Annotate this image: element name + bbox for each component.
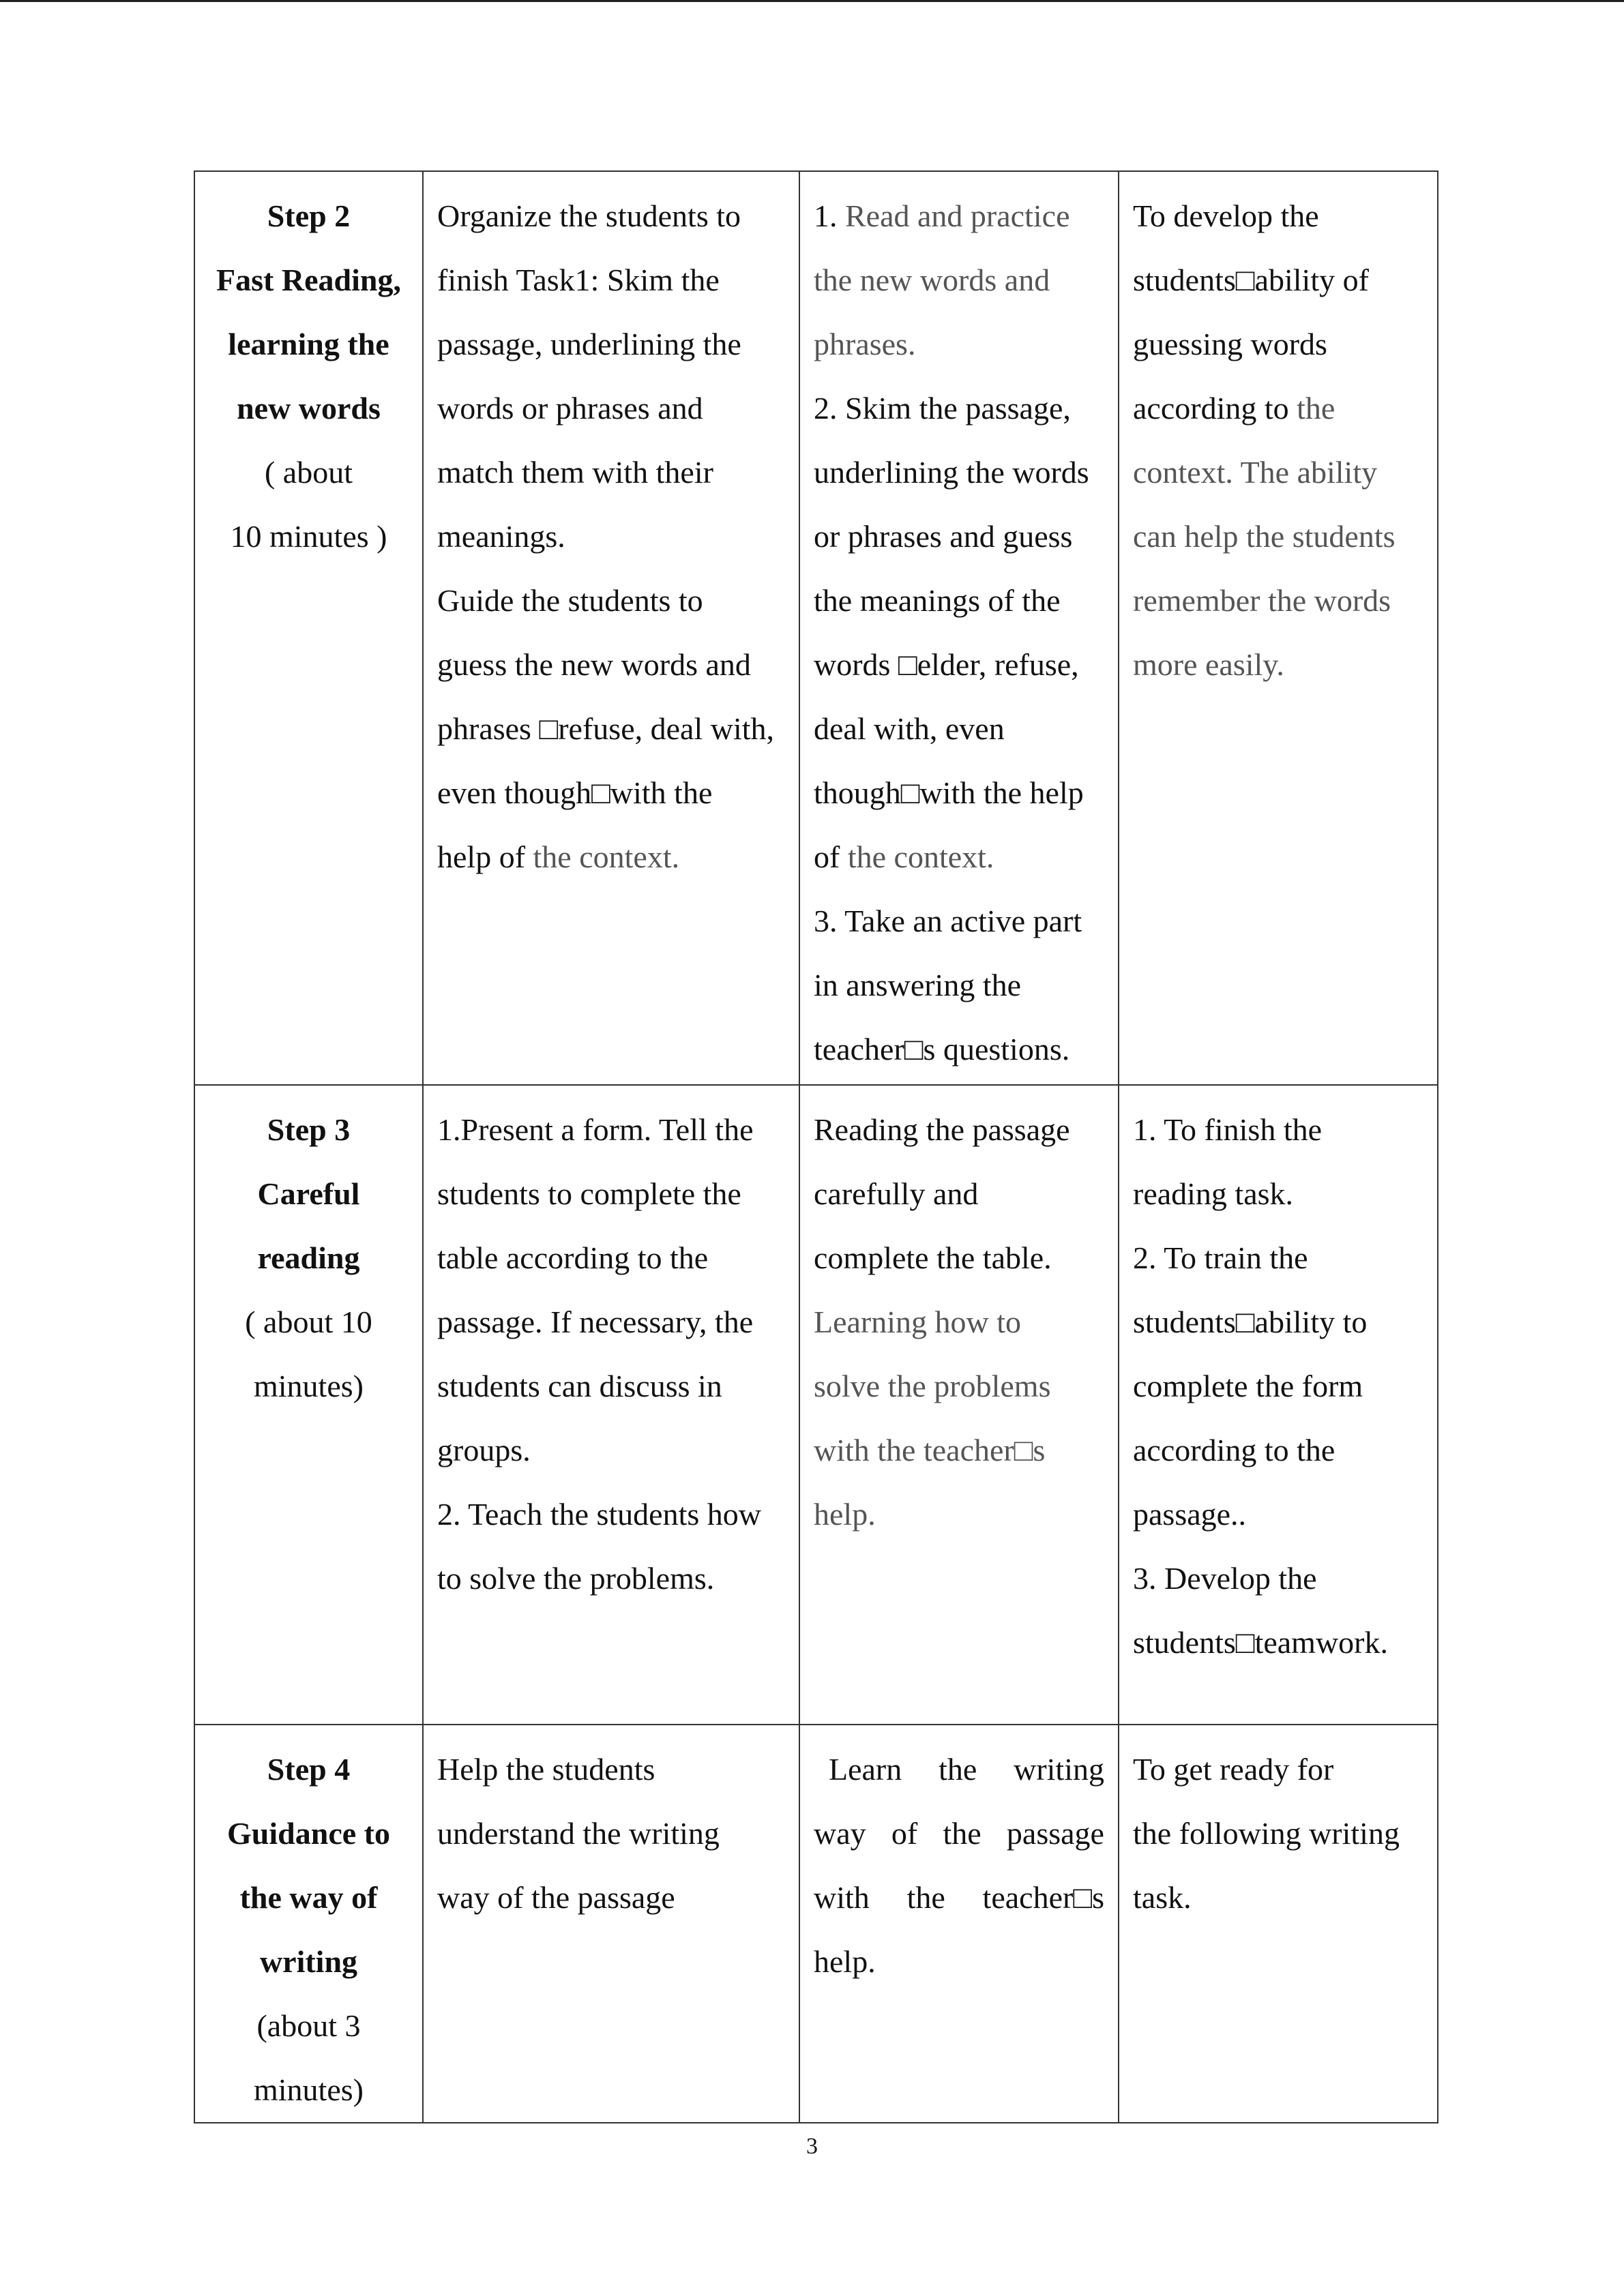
text-line xyxy=(814,1017,1104,1082)
text-line xyxy=(814,505,1104,569)
text-segment: complete the table. xyxy=(814,1240,1052,1275)
step-title-line: Guidance to xyxy=(227,1816,390,1851)
text-segment: passage.. xyxy=(1133,1497,1247,1532)
text-line xyxy=(1133,441,1423,505)
text-segment: words or phrases and xyxy=(437,391,703,426)
text-line xyxy=(437,1098,785,1162)
text-line xyxy=(814,1482,1104,1547)
text-segment: complete the form xyxy=(1133,1369,1363,1403)
step-duration-line: ( about 10 xyxy=(245,1304,372,1339)
text-line xyxy=(437,825,785,889)
student-activity-cell xyxy=(799,171,1119,1085)
table-row xyxy=(194,1725,1438,2123)
text-segment: the following writing xyxy=(1133,1816,1400,1851)
text-line xyxy=(1133,184,1423,248)
text-segment: according to the xyxy=(1133,1433,1335,1467)
text-segment: students can discuss in xyxy=(437,1369,722,1403)
text-line xyxy=(1133,1418,1423,1482)
text-line xyxy=(437,633,785,697)
word: the xyxy=(939,1752,977,1787)
step-title-line: Fast Reading, xyxy=(216,263,401,297)
text-line xyxy=(437,1482,785,1547)
text-segment: though□with the help xyxy=(814,775,1084,810)
step-duration-line: minutes) xyxy=(254,2072,364,2107)
text-line xyxy=(1133,1611,1423,1675)
text-line xyxy=(437,1866,785,1930)
text-line xyxy=(1133,1354,1423,1418)
step-title-line: reading xyxy=(257,1240,360,1275)
text-line xyxy=(814,1866,1104,1930)
text-segment: way of the passage xyxy=(437,1880,675,1915)
word: the xyxy=(943,1816,981,1851)
text-line xyxy=(1133,633,1423,697)
text-line xyxy=(1133,1162,1423,1226)
top-rule xyxy=(0,0,1624,2)
text-segment: 1.Present a form. Tell the xyxy=(437,1112,754,1147)
text-segment-gray: help. xyxy=(814,1497,876,1532)
text-segment: students to complete the xyxy=(437,1176,741,1211)
step-duration-line: 10 minutes ) xyxy=(230,519,387,554)
step-title-line: Step 4 xyxy=(267,1752,351,1787)
text-segment: understand the writing xyxy=(437,1816,720,1851)
text-line xyxy=(814,1098,1104,1162)
text-segment: Reading the passage xyxy=(814,1112,1070,1147)
text-line xyxy=(814,1226,1104,1290)
text-segment: according to xyxy=(1133,391,1297,426)
text-segment: To develop the xyxy=(1133,198,1319,233)
text-segment: to solve the problems. xyxy=(437,1561,715,1596)
step-title-line: the way of xyxy=(239,1880,378,1915)
text-line xyxy=(437,1802,785,1866)
text-segment-gray: can help the students xyxy=(1133,519,1396,554)
step-title-line: new words xyxy=(237,391,381,426)
text-line xyxy=(814,184,1104,248)
text-line xyxy=(437,697,785,761)
text-line xyxy=(1133,248,1423,312)
step-title-line: writing xyxy=(259,1944,358,1979)
word: teacher□s xyxy=(982,1880,1104,1915)
text-segment: students□teamwork. xyxy=(1133,1625,1388,1660)
text-segment: 2. To train the xyxy=(1133,1240,1308,1275)
text-segment-gray: the new words and xyxy=(814,263,1050,297)
student-activity-cell xyxy=(799,1725,1119,2123)
text-segment: 2. Skim the passage, xyxy=(814,391,1071,426)
text-line xyxy=(437,761,785,825)
text-line xyxy=(437,1290,785,1354)
text-segment: reading task. xyxy=(1133,1176,1294,1211)
text-segment: guessing words xyxy=(1133,327,1327,361)
text-line xyxy=(814,953,1104,1017)
text-line xyxy=(814,1354,1104,1418)
text-segment: or phrases and guess xyxy=(814,519,1073,554)
text-line xyxy=(814,441,1104,505)
text-segment: help. xyxy=(814,1944,876,1979)
text-line xyxy=(814,376,1104,441)
table-row xyxy=(194,1085,1438,1725)
step-title-line: learning the xyxy=(228,327,389,361)
text-segment: To get ready for xyxy=(1133,1752,1334,1787)
step-duration-line: (about 3 xyxy=(256,2008,361,2043)
step-cell xyxy=(194,171,423,1085)
text-segment-gray: more easily. xyxy=(1133,647,1284,682)
text-segment: 1. xyxy=(814,198,845,233)
text-segment: phrases □refuse, deal with, xyxy=(437,711,775,746)
text-segment: of xyxy=(814,839,848,874)
text-segment-gray: remember the words xyxy=(1133,583,1391,618)
text-line xyxy=(814,1802,1104,1866)
text-segment: carefully and xyxy=(814,1176,979,1211)
teacher-activity-cell xyxy=(423,1725,799,2123)
text-line xyxy=(814,761,1104,825)
step-duration-line: minutes) xyxy=(254,1369,364,1403)
text-line xyxy=(1133,1866,1423,1930)
text-line xyxy=(437,1354,785,1418)
text-segment: 2. Teach the students how xyxy=(437,1497,762,1532)
text-line xyxy=(437,312,785,376)
text-line xyxy=(1133,1098,1423,1162)
text-line xyxy=(814,825,1104,889)
text-line xyxy=(814,1290,1104,1354)
text-segment: students□ability to xyxy=(1133,1304,1368,1339)
purpose-cell xyxy=(1119,171,1438,1085)
text-segment: Help the students xyxy=(437,1752,655,1787)
text-segment: task. xyxy=(1133,1880,1192,1915)
step-cell xyxy=(194,1085,423,1725)
word: the xyxy=(906,1880,945,1915)
text-line xyxy=(437,1226,785,1290)
text-segment-gray: solve the problems xyxy=(814,1369,1051,1403)
table-row xyxy=(194,171,1438,1085)
text-segment: guess the new words and xyxy=(437,647,751,682)
text-segment-gray: context. The ability xyxy=(1133,455,1378,490)
text-line xyxy=(437,441,785,505)
text-segment: even though□with the xyxy=(437,775,713,810)
text-segment: words □elder, refuse, xyxy=(814,647,1079,682)
text-line xyxy=(437,569,785,633)
text-line xyxy=(1133,1547,1423,1611)
word: Learn xyxy=(829,1752,902,1787)
text-segment: groups. xyxy=(437,1433,531,1467)
text-segment: table according to the xyxy=(437,1240,709,1275)
text-line xyxy=(437,184,785,248)
word: writing xyxy=(1014,1752,1104,1787)
text-segment-gray: the context. xyxy=(533,839,680,874)
text-line xyxy=(814,697,1104,761)
text-segment-gray: the context. xyxy=(847,839,994,874)
text-line xyxy=(814,889,1104,953)
purpose-cell xyxy=(1119,1725,1438,2123)
text-segment: underlining the words xyxy=(814,455,1089,490)
text-segment: students□ability of xyxy=(1133,263,1369,297)
text-line xyxy=(1133,1290,1423,1354)
teacher-activity-cell xyxy=(423,171,799,1085)
text-line xyxy=(1133,376,1423,441)
text-line xyxy=(1133,312,1423,376)
text-line xyxy=(437,1418,785,1482)
text-line xyxy=(814,569,1104,633)
text-line xyxy=(814,1162,1104,1226)
text-line xyxy=(1133,1802,1423,1866)
lesson-plan-table xyxy=(194,170,1438,2123)
text-line xyxy=(437,1738,785,1802)
step-cell xyxy=(194,1725,423,2123)
text-segment: teacher□s questions. xyxy=(814,1032,1070,1067)
text-segment: deal with, even xyxy=(814,711,1005,746)
step-title-line: Careful xyxy=(257,1176,360,1211)
word: with xyxy=(814,1880,870,1915)
word: way xyxy=(814,1816,866,1851)
step-duration-line: ( about xyxy=(264,455,353,490)
text-line xyxy=(814,248,1104,312)
text-segment: meanings. xyxy=(437,519,565,554)
text-line xyxy=(437,1162,785,1226)
text-segment: help of xyxy=(437,839,533,874)
text-segment: 3. Take an active part xyxy=(814,904,1082,938)
text-line xyxy=(1133,569,1423,633)
text-segment: passage. If necessary, the xyxy=(437,1304,754,1339)
text-segment: finish Task1: Skim the xyxy=(437,263,720,297)
text-segment: match them with their xyxy=(437,455,713,490)
text-segment-gray: Learning how to xyxy=(814,1304,1022,1339)
text-segment-gray: the xyxy=(1297,391,1335,426)
text-line xyxy=(1133,1738,1423,1802)
purpose-cell xyxy=(1119,1085,1438,1725)
text-line xyxy=(814,1418,1104,1482)
text-line xyxy=(1133,505,1423,569)
student-activity-cell xyxy=(799,1085,1119,1725)
text-segment-gray: Read and practice xyxy=(845,198,1070,233)
text-line xyxy=(1133,1482,1423,1547)
text-segment-gray: phrases. xyxy=(814,327,916,361)
text-line xyxy=(437,505,785,569)
teacher-activity-cell xyxy=(423,1085,799,1725)
text-segment-gray: with the teacher□s xyxy=(814,1433,1046,1467)
text-segment: in answering the xyxy=(814,968,1022,1002)
word: of xyxy=(891,1816,918,1851)
text-line xyxy=(814,1930,1104,1994)
text-line xyxy=(1133,1226,1423,1290)
text-line xyxy=(437,1547,785,1611)
text-line xyxy=(814,1738,1104,1802)
step-title-line: Step 2 xyxy=(267,198,351,233)
text-segment: the meanings of the xyxy=(814,583,1061,618)
text-segment: 1. To finish the xyxy=(1133,1112,1323,1147)
text-line xyxy=(814,633,1104,697)
text-line xyxy=(437,376,785,441)
text-line xyxy=(437,248,785,312)
text-line xyxy=(814,312,1104,376)
text-segment: 3. Develop the xyxy=(1133,1561,1317,1596)
page-number: 3 xyxy=(806,2134,818,2159)
word: passage xyxy=(1006,1816,1104,1851)
text-segment: Guide the students to xyxy=(437,583,703,618)
text-segment: Organize the students to xyxy=(437,198,741,233)
text-segment: passage, underlining the xyxy=(437,327,741,361)
step-title-line: Step 3 xyxy=(267,1112,351,1147)
